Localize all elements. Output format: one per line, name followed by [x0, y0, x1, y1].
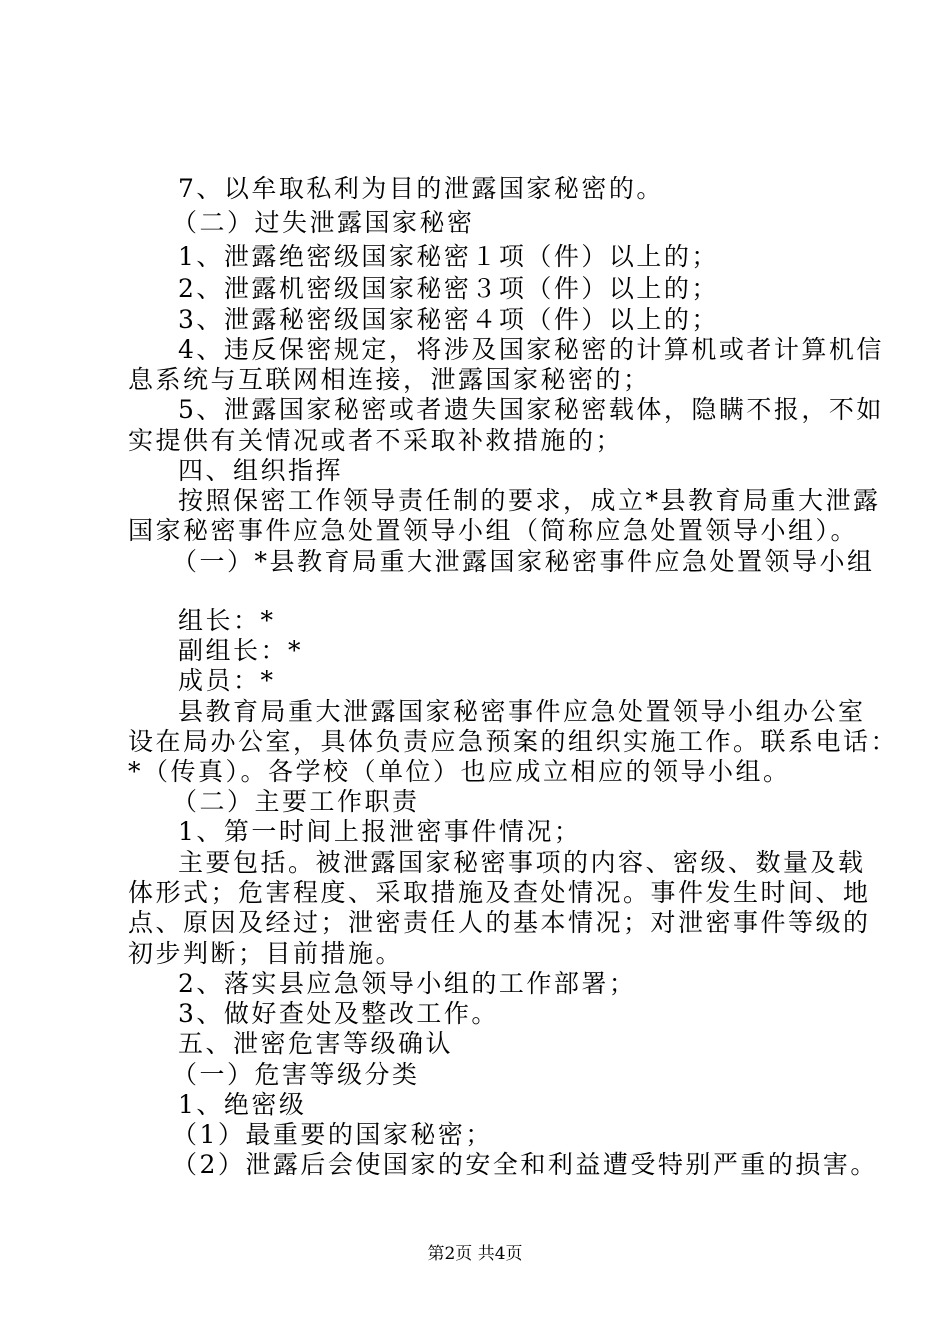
text-line: 息系统与互联网相连接，泄露国家秘密的；: [128, 365, 651, 394]
text-line: 5、泄露国家秘密或者遗失国家秘密载体，隐瞒不报，不如: [178, 395, 884, 424]
page-number: 第2页 共4页: [427, 1244, 523, 1264]
text-line: 初步判断；目前措施。: [128, 939, 404, 968]
text-line: 2、泄露机密级国家秘密３项（件）以上的；: [178, 274, 719, 303]
text-line: 副组长：*: [178, 636, 304, 665]
text-line: 2、落实县应急领导小组的工作部署；: [178, 969, 637, 998]
text-line: 1、第一时间上报泄密事件情况；: [178, 817, 582, 846]
text-line: 1、泄露绝密级国家秘密１项（件）以上的；: [178, 242, 719, 271]
text-line: 成员：*: [178, 666, 276, 695]
section-heading: （二）主要工作职责: [172, 787, 420, 816]
text-line: 县教育局重大泄露国家秘密事件应急处置领导小组办公室: [178, 697, 866, 726]
text-line: 3、泄露秘密级国家秘密４项（件）以上的；: [178, 305, 719, 334]
section-heading: 五、泄密危害等级确认: [178, 1029, 454, 1058]
section-heading: （一）*县教育局重大泄露国家秘密事件应急处置领导小组: [172, 547, 875, 576]
text-line: （2）泄露后会使国家的安全和利益遭受特别严重的损害。: [172, 1150, 878, 1179]
text-line: 组长：*: [178, 606, 276, 635]
text-line: 体形式；危害程度、采取措施及查处情况。事件发生时间、地: [128, 878, 871, 907]
section-heading: （二）过失泄露国家秘密: [172, 208, 475, 237]
section-heading: （一）危害等级分类: [172, 1060, 420, 1089]
text-line: 7、以牟取私利为目的泄露国家秘密的。: [178, 174, 664, 203]
text-line: 按照保密工作领导责任制的要求，成立*县教育局重大泄露: [178, 486, 881, 515]
text-line: 实提供有关情况或者不采取补救措施的；: [128, 426, 624, 455]
text-line: 点、原因及经过；泄密责任人的基本情况；对泄密事件等级的: [128, 908, 871, 937]
text-line: 4、违反保密规定，将涉及国家秘密的计算机或者计算机信: [178, 335, 884, 364]
text-line: 主要包括。被泄露国家秘密事项的内容、密级、数量及载: [178, 848, 866, 877]
section-heading: 四、组织指挥: [178, 456, 344, 485]
text-line: 3、做好查处及整改工作。: [178, 999, 499, 1028]
text-line: （1）最重要的国家秘密；: [172, 1120, 493, 1149]
text-line: *（传真）。各学校（单位）也应成立相应的领导小组。: [128, 757, 791, 786]
text-line: 国家秘密事件应急处置领导小组（简称应急处置领导小组）。: [128, 516, 859, 545]
text-line: 设在局办公室，具体负责应急预案的组织实施工作。联系电话：: [128, 727, 899, 756]
text-line: 1、绝密级: [178, 1090, 307, 1119]
